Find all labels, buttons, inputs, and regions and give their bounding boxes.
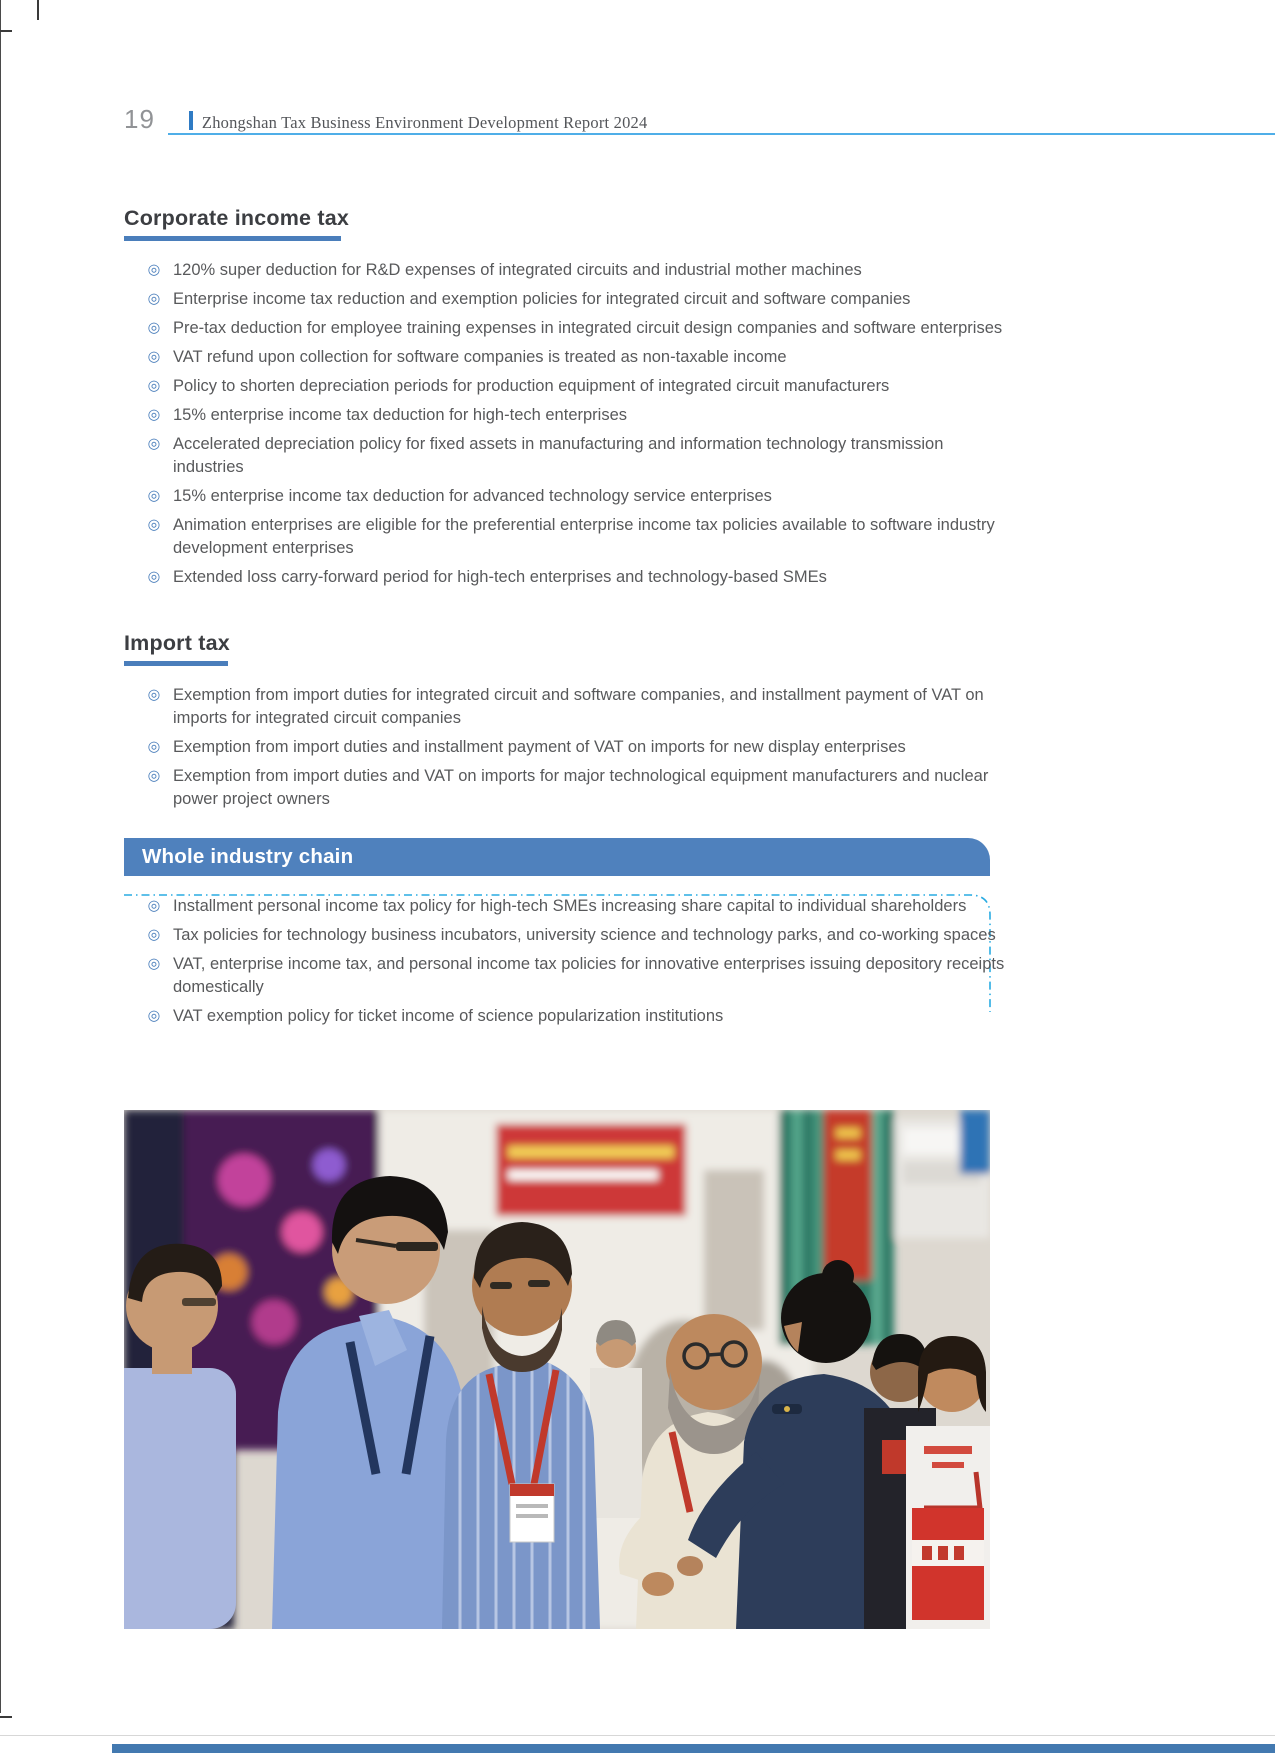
policy-item-text: Tax policies for technology business incubators, university science and technology parks, and co-working spaces	[173, 926, 996, 944]
section-import-tax	[124, 630, 1029, 817]
expo-photo	[124, 1110, 990, 1629]
title-underline	[124, 661, 228, 666]
bullseye-bullet-icon: ◎	[147, 406, 161, 423]
list-item	[146, 375, 1006, 398]
bullseye-bullet-icon: ◎	[147, 956, 161, 972]
person-background	[590, 1320, 642, 1518]
list-item	[146, 404, 1006, 427]
bullseye-bullet-icon: ◎	[147, 516, 161, 533]
list-item	[146, 895, 1006, 918]
list-item	[146, 1005, 1006, 1028]
policy-item-text: 15% enterprise income tax deduction for high-tech enterprises	[173, 405, 627, 424]
bullseye-bullet-icon: ◎	[147, 568, 161, 585]
section-title-corporate-income-tax: Corporate income tax	[124, 206, 350, 230]
page-edge-line	[0, 0, 1, 1713]
policy-list-import	[124, 684, 1006, 811]
list-item	[146, 288, 1006, 311]
policy-item-text: Accelerated depreciation policy for fixed assets in manufacturing and information technology transmission industries	[173, 434, 944, 476]
bottom-hairline	[0, 1735, 1275, 1736]
policy-item-text: Installment personal income tax policy for high-tech SMEs increasing share capital to individual shareholders	[173, 897, 967, 915]
section-banner-whole-industry-chain	[124, 838, 990, 876]
policy-item-text: Pre-tax deduction for employee training expenses in integrated circuit design companies and software enterprises	[173, 318, 1003, 337]
list-item	[146, 736, 1006, 759]
header-accent-bar	[189, 111, 193, 130]
bullseye-bullet-icon: ◎	[147, 348, 161, 365]
list-item	[146, 346, 1006, 369]
policy-item-text: Animation enterprises are eligible for the preferential enterprise income tax policies available to software industry development enterprises	[173, 515, 995, 557]
bullseye-bullet-icon: ◎	[147, 927, 161, 943]
section-title-whole-industry-chain: Whole industry chain	[142, 845, 354, 868]
list-item	[146, 433, 1006, 479]
policy-item-text: Exemption from import duties and VAT on imports for major technological equipment manufacturers and nuclear power project owners	[173, 766, 989, 808]
crop-mark-bottom-left	[0, 1716, 12, 1718]
list-item	[146, 259, 1006, 282]
person-with-tote	[906, 1336, 990, 1629]
list-item	[146, 514, 1006, 560]
list-item	[146, 317, 1006, 340]
policy-item-text: VAT, enterprise income tax, and personal income tax policies for innovative enterprises issuing depository receipts domestically	[173, 955, 1005, 996]
policy-item-text: VAT refund upon collection for software companies is treated as non-taxable income	[173, 347, 787, 366]
policy-item-text: 120% super deduction for R&D expenses of integrated circuits and industrial mother machines	[173, 260, 862, 279]
policy-list-corporate	[124, 259, 1006, 589]
bullseye-bullet-icon: ◎	[147, 435, 161, 452]
bullseye-bullet-icon: ◎	[147, 686, 161, 703]
policy-item-text: Policy to shorten depreciation periods for production equipment of integrated circuit manufacturers	[173, 376, 890, 395]
bullseye-bullet-icon: ◎	[147, 738, 161, 755]
page-header	[124, 104, 1275, 134]
header-title: Zhongshan Tax Business Environment Development Report 2024	[201, 113, 648, 132]
bullseye-bullet-icon: ◎	[147, 377, 161, 394]
list-item	[146, 684, 1006, 730]
policy-item-text: Exemption from import duties for integrated circuit and software companies, and installment payment of VAT on imports for integrated circuit companies	[173, 685, 984, 727]
list-item	[146, 485, 1006, 508]
list-item	[146, 566, 1006, 589]
section-title-import-tax: Import tax	[124, 631, 230, 655]
policy-item-text: VAT exemption policy for ticket income of science popularization institutions	[173, 1007, 724, 1025]
bullseye-bullet-icon: ◎	[147, 1008, 161, 1024]
policy-list-whole-industry-chain	[124, 895, 1006, 1028]
policy-item-text: 15% enterprise income tax deduction for advanced technology service enterprises	[173, 486, 772, 505]
policy-item-text: Exemption from import duties and installment payment of VAT on imports for new display enterprises	[173, 737, 906, 756]
bullseye-bullet-icon: ◎	[147, 898, 161, 914]
expo-photo-illustration	[124, 1110, 990, 1629]
list-item	[146, 924, 1006, 947]
section-corporate-income-tax	[124, 205, 1029, 595]
policy-item-text: Extended loss carry-forward period for high-tech enterprises and technology-based SMEs	[173, 567, 827, 586]
header-rule	[168, 133, 1275, 135]
crop-mark-top	[37, 0, 39, 20]
page-number: 19	[124, 104, 155, 134]
bullseye-bullet-icon: ◎	[147, 290, 161, 307]
bottom-blue-bar	[112, 1744, 1275, 1753]
list-item	[146, 765, 1006, 811]
bullseye-bullet-icon: ◎	[147, 261, 161, 278]
section-whole-industry-chain	[124, 895, 1029, 1034]
title-underline	[124, 236, 341, 241]
bullseye-bullet-icon: ◎	[147, 319, 161, 336]
crop-mark-top-left	[0, 30, 12, 32]
bullseye-bullet-icon: ◎	[147, 767, 161, 784]
bullseye-bullet-icon: ◎	[147, 487, 161, 504]
policy-item-text: Enterprise income tax reduction and exemption policies for integrated circuit and software companies	[173, 289, 911, 308]
list-item	[146, 953, 1006, 999]
